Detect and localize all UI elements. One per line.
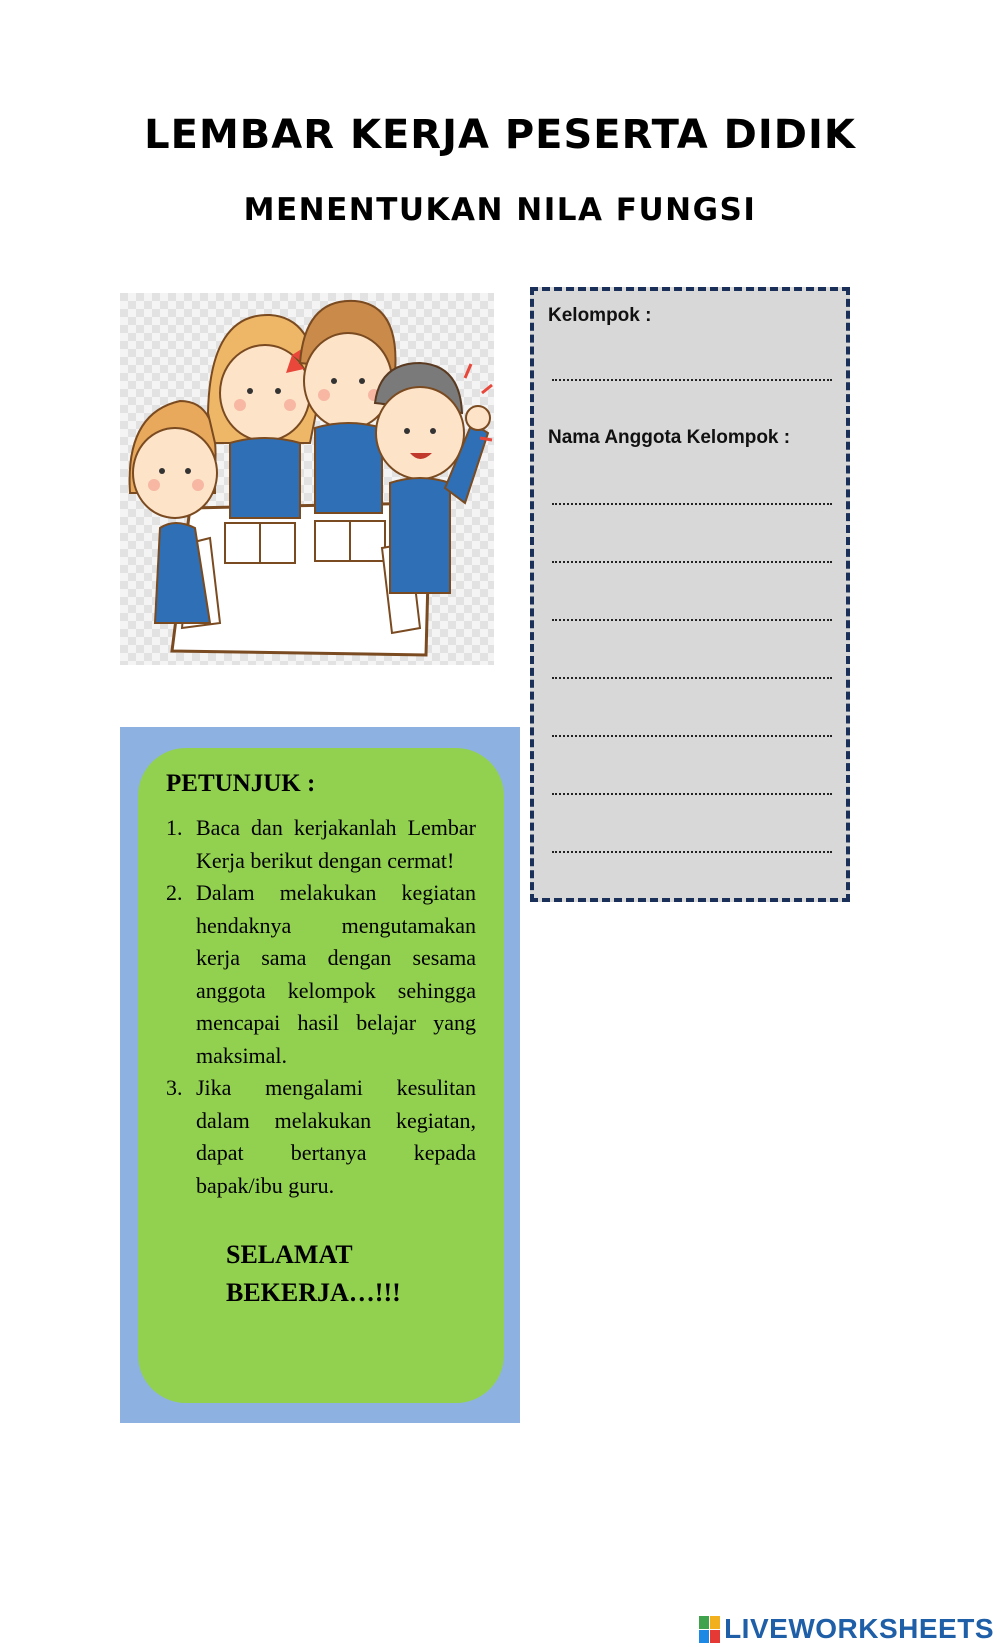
students-illustration — [120, 293, 494, 665]
instructions-card — [138, 748, 504, 1403]
group-name-line[interactable] — [552, 379, 832, 381]
instruction-number: 1. — [166, 815, 183, 840]
closing-message: SELAMAT BEKERJA…!!! — [226, 1240, 401, 1307]
brand-name: LIVEWORKSHEETS — [724, 1613, 994, 1644]
instruction-item — [166, 877, 476, 1072]
member-line[interactable] — [552, 677, 832, 679]
instruction-text: Baca dan kerjakanlah Lembar Kerja berikut dengan cermat! — [196, 815, 476, 873]
member-line[interactable] — [552, 793, 832, 795]
group-form — [530, 287, 850, 902]
group-label: Kelompok : — [548, 305, 652, 326]
liveworksheets-icon — [699, 1616, 720, 1643]
member-line[interactable] — [552, 561, 832, 563]
instructions-heading: PETUNJUK : — [166, 770, 316, 797]
page-title: LEMBAR KERJA PESERTA DIDIK — [144, 112, 856, 158]
instruction-number: 2. — [166, 880, 183, 905]
instruction-item — [166, 812, 476, 877]
instruction-text: Dalam melakukan kegiatan hendaknya mengutamakan kerja sama dengan sesama anggota kelompok sehingga mencapai hasil belajar yang maksimal. — [196, 880, 476, 1068]
member-line[interactable] — [552, 619, 832, 621]
instruction-number: 3. — [166, 1075, 183, 1100]
page-subtitle: MENENTUKAN NILA FUNGSI — [243, 192, 757, 228]
instruction-text: Jika mengalami kesulitan dalam melakukan kegiatan, dapat bertanya kepada bapak/ibu guru. — [196, 1075, 476, 1198]
brand-logo — [699, 1614, 994, 1644]
members-label: Nama Anggota Kelompok : — [548, 427, 791, 448]
member-line[interactable] — [552, 851, 832, 853]
member-line[interactable] — [552, 735, 832, 737]
member-line[interactable] — [552, 503, 832, 505]
instruction-item — [166, 1072, 476, 1202]
instructions-list — [166, 812, 476, 1202]
